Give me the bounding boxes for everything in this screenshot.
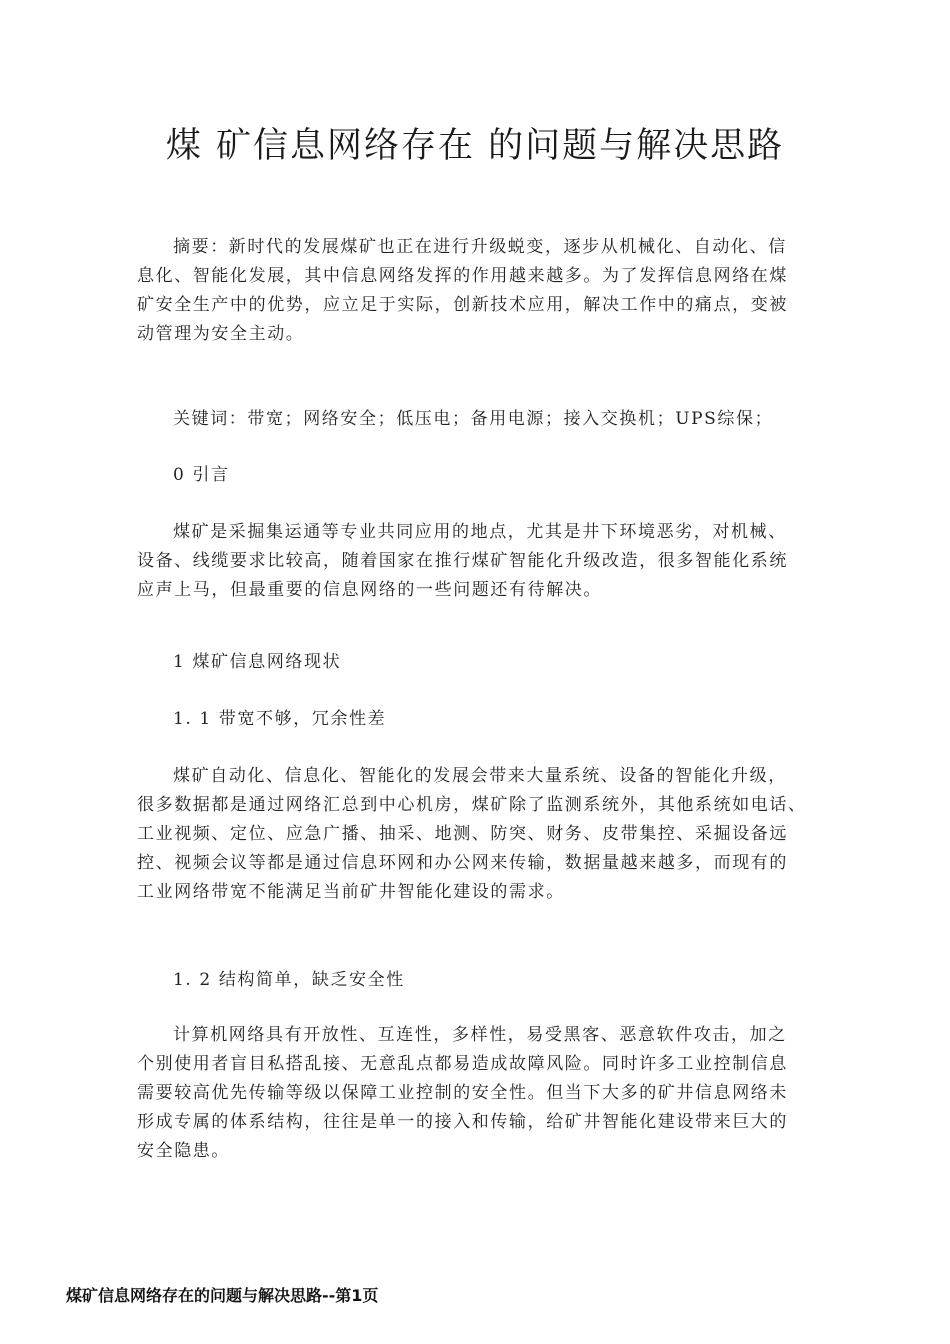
text-line: 应声上马，但最重要的信息网络的一些问题还有待解决。: [137, 580, 602, 600]
text-line: 摘要：新时代的发展煤矿也正在进行升级蜕变，逐步从机械化、自动化、信: [173, 237, 787, 257]
intro-heading: 0 引言: [173, 465, 230, 485]
page-footer: 煤矿信息网络存在的问题与解决思路--第1页: [66, 1286, 379, 1305]
text-line: 工业网络带宽不能满足当前矿井智能化建设的需求。: [137, 882, 565, 902]
text-line: 安全隐患。: [137, 1141, 230, 1161]
page-title: 煤 矿信息网络存在 的问题与解决思路: [165, 126, 785, 166]
text-line: 个别使用者盲目私搭乱接、无意乱点都易造成故障风险。同时许多工业控制信息: [137, 1054, 788, 1074]
text-line: 形成专属的体系结构，往往是单一的接入和传输，给矿井智能化建设带来巨大的: [137, 1112, 788, 1132]
section-1-1-paragraph: [137, 762, 837, 907]
text-line: 设备、线缆要求比较高，随着国家在推行煤矿智能化升级改造，很多智能化系统: [137, 551, 788, 571]
section-1-2-heading: 1. 2 结构简单，缺乏安全性: [173, 970, 405, 990]
abstract-paragraph: [137, 233, 837, 349]
text-line: 动管理为安全主动。: [137, 324, 305, 344]
section-1-heading: 1 煤矿信息网络现状: [173, 652, 342, 672]
text-line: 很多数据都是通过网络汇总到中心机房，煤矿除了监测系统外，其他系统如电话、: [137, 795, 807, 815]
text-line: 矿安全生产中的优势，应立足于实际，创新技术应用，解决工作中的痛点，变被: [137, 295, 788, 315]
intro-paragraph: [137, 518, 837, 605]
text-line: 息化、智能化发展，其中信息网络发挥的作用越来越多。为了发挥信息网络在煤: [137, 266, 788, 286]
section-1-2-paragraph: [137, 1021, 837, 1166]
section-1-1-heading: 1. 1 带宽不够，冗余性差: [173, 709, 387, 729]
keywords-line: 关键词：带宽；网络安全；低压电；备用电源；接入交换机；UPS综保；: [173, 409, 774, 429]
text-line: 控、视频会议等都是通过信息环网和办公网来传输，数据量越来越多，而现有的: [137, 853, 788, 873]
text-line: 煤矿是采掘集运通等专业共同应用的地点，尤其是井下环境恶劣，对机械、: [173, 522, 787, 542]
text-line: 计算机网络具有开放性、互连性，多样性，易受黑客、恶意软件攻击，加之: [173, 1025, 787, 1045]
text-line: 煤矿自动化、信息化、智能化的发展会带来大量系统、设备的智能化升级，: [173, 766, 787, 786]
text-line: 工业视频、定位、应急广播、抽采、地测、防突、财务、皮带集控、采掘设备远: [137, 824, 788, 844]
text-line: 需要较高优先传输等级以保障工业控制的安全性。但当下大多的矿井信息网络未: [137, 1083, 788, 1103]
